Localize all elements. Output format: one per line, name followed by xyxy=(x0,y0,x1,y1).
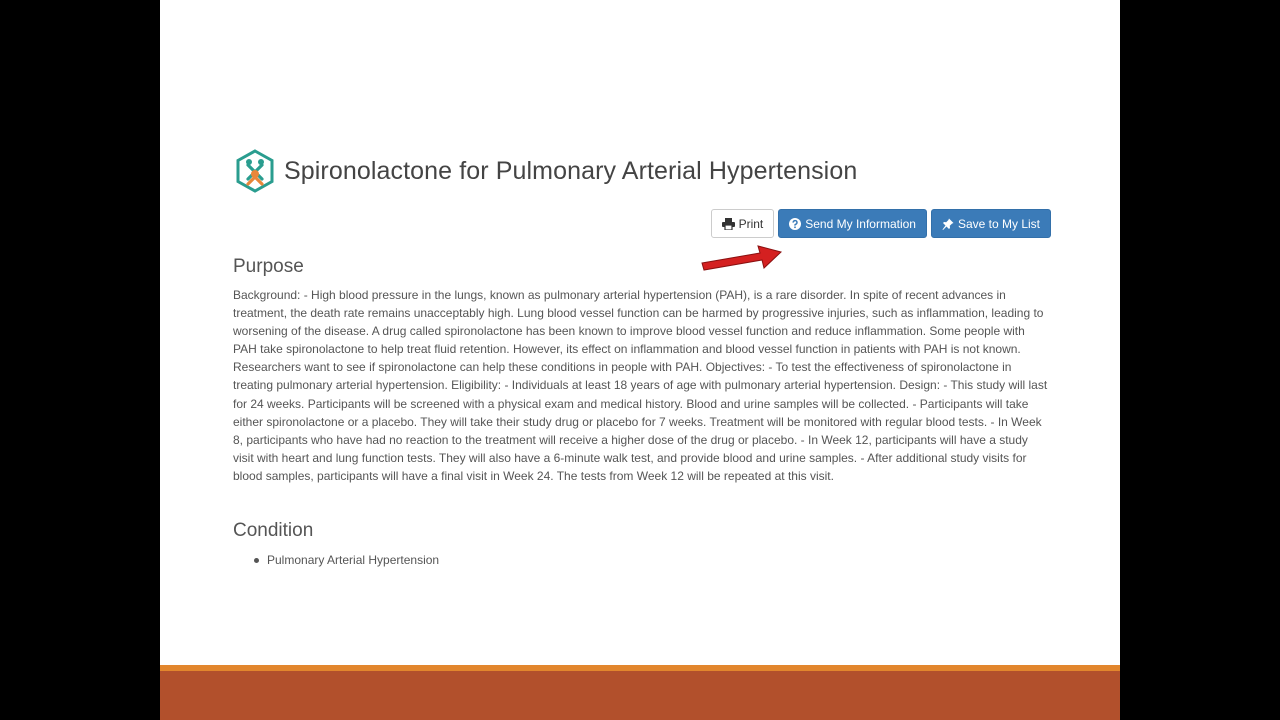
condition-list xyxy=(233,551,439,569)
question-circle-icon xyxy=(789,218,801,230)
page-title: Spironolactone for Pulmonary Arterial Hypertension xyxy=(284,156,858,185)
action-buttons xyxy=(711,209,1051,238)
bullet-icon xyxy=(254,558,259,563)
print-button-label: Print xyxy=(738,216,764,231)
red-arrow-annotation xyxy=(700,238,784,276)
printer-icon xyxy=(722,218,735,230)
save-to-my-list-button[interactable] xyxy=(931,209,1051,238)
purpose-text: Background: - High blood pressure in the lungs, known as pulmonary arterial hypertension (PAH), is a rare disorder. In spite of recent advances in treatment, the death rate remains unacceptably high. Lung blood vessel function can be harmed by progressive injuries, such as inflammation, leading to worsening of the disease. A drug called spironolactone has been known to improve blood vessel function and reduce inflammation. Some people with PAH take spironolactone to help treat fluid retention. However, its effect on inflammation and blood vessel function in patients with PAH is not known. Researchers want to see if spironolactone can help these conditions in people with PAH. Objectives: - To test the effectiveness of spironolactone in treating pulmonary arterial hypertension. Eligibility: - Individuals at least 18 years of age with pulmonary arterial hypertension. Design: - This study will last for 24 weeks. Participants will be screened with a physical exam and medical history. Blood and urine samples will be collected. - Participants will take either spironolactone or a placebo. They will take their study drug or placebo for 7 weeks. Treatment will be monitored with regular blood tests. - In Week 8, participants who have had no reaction to the treatment will receive a higher dose of the drug or placebo. - In Week 12, participants will have a study visit with heart and lung function tests. They will also have a 6-minute walk test, and provide blood and urine samples. - After additional study visits for blood samples, participants will have a final visit in Week 24. The tests from Week 12 will be repeated at this visit. xyxy=(233,288,1048,483)
condition-heading: Condition xyxy=(233,520,314,541)
title-row xyxy=(234,148,857,194)
footer-band xyxy=(160,671,1120,720)
condition-item-label: Pulmonary Arterial Hypertension xyxy=(267,553,440,567)
purpose-heading: Purpose xyxy=(233,256,304,277)
list-item xyxy=(233,551,439,569)
pushpin-icon xyxy=(942,218,954,230)
save-button-label: Save to My List xyxy=(957,216,1040,231)
slide xyxy=(160,0,1120,720)
print-button[interactable] xyxy=(711,209,775,238)
send-my-information-button[interactable] xyxy=(778,209,927,238)
research-logo-icon xyxy=(234,148,276,194)
send-button-label: Send My Information xyxy=(805,216,916,231)
